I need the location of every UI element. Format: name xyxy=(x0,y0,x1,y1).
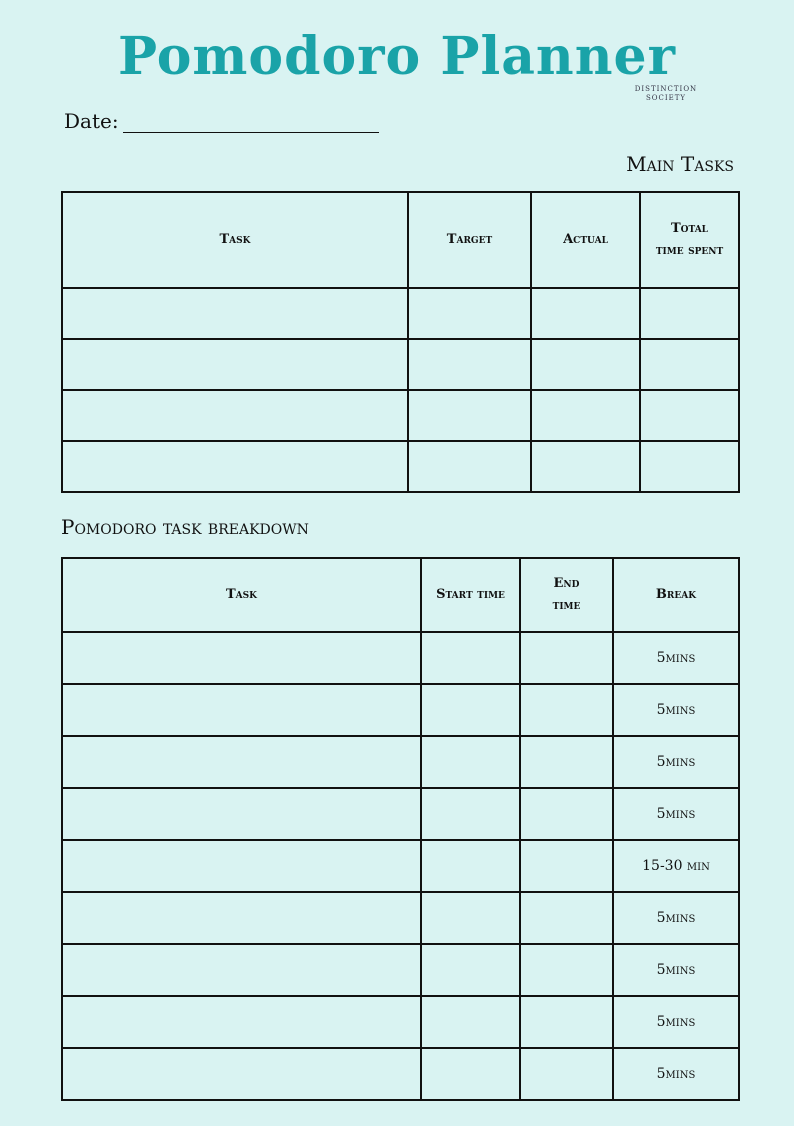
start-time-cell[interactable] xyxy=(421,736,520,788)
main-task-row xyxy=(62,288,739,339)
breakdown-row xyxy=(62,632,739,684)
header-actual: Actual xyxy=(531,192,640,288)
main-task-row xyxy=(62,390,739,441)
total-time-cell[interactable] xyxy=(640,441,739,492)
header-task: Task xyxy=(62,192,408,288)
break-cell: 5mins xyxy=(613,632,739,684)
end-time-cell[interactable] xyxy=(520,788,613,840)
planner-title: Pomodoro Planner xyxy=(118,26,676,87)
target-cell[interactable] xyxy=(408,441,531,492)
breakdown-row xyxy=(62,684,739,736)
break-cell: 5mins xyxy=(613,1048,739,1100)
total-time-cell[interactable] xyxy=(640,339,739,390)
break-cell: 5mins xyxy=(613,996,739,1048)
break-cell: 5mins xyxy=(613,892,739,944)
breakdown-table xyxy=(61,557,740,1101)
break-cell: 5mins xyxy=(613,736,739,788)
date-field[interactable] xyxy=(123,106,379,133)
task-cell[interactable] xyxy=(62,288,408,339)
breakdown-row xyxy=(62,996,739,1048)
start-time-cell[interactable] xyxy=(421,944,520,996)
end-time-cell[interactable] xyxy=(520,892,613,944)
main-tasks-title: Main Tasks xyxy=(626,152,734,176)
actual-cell[interactable] xyxy=(531,288,640,339)
task-cell[interactable] xyxy=(62,684,421,736)
end-time-cell[interactable] xyxy=(520,632,613,684)
end-time-cell[interactable] xyxy=(520,996,613,1048)
actual-cell[interactable] xyxy=(531,390,640,441)
end-time-cell[interactable] xyxy=(520,1048,613,1100)
task-cell[interactable] xyxy=(62,788,421,840)
actual-cell[interactable] xyxy=(531,441,640,492)
start-time-cell[interactable] xyxy=(421,684,520,736)
header-total-time: Total time spent xyxy=(640,192,739,288)
task-cell[interactable] xyxy=(62,996,421,1048)
brand-line-2: SOCIETY xyxy=(645,94,687,102)
task-cell[interactable] xyxy=(62,1048,421,1100)
task-cell[interactable] xyxy=(62,840,421,892)
date-row xyxy=(64,106,379,133)
date-label: Date: xyxy=(64,109,119,133)
target-cell[interactable] xyxy=(408,339,531,390)
start-time-cell[interactable] xyxy=(421,996,520,1048)
total-time-cell[interactable] xyxy=(640,288,739,339)
actual-cell[interactable] xyxy=(531,339,640,390)
task-cell[interactable] xyxy=(62,892,421,944)
breakdown-row xyxy=(62,944,739,996)
task-cell[interactable] xyxy=(62,441,408,492)
header-end-time: End time xyxy=(520,558,613,632)
breakdown-row xyxy=(62,892,739,944)
main-tasks-header-row xyxy=(62,192,739,288)
header-task: Task xyxy=(62,558,421,632)
header-break: Break xyxy=(613,558,739,632)
end-time-cell[interactable] xyxy=(520,840,613,892)
break-cell: 5mins xyxy=(613,944,739,996)
task-cell[interactable] xyxy=(62,736,421,788)
break-cell: 15-30 min xyxy=(613,840,739,892)
task-cell[interactable] xyxy=(62,390,408,441)
main-tasks-table xyxy=(61,191,740,493)
end-time-cell[interactable] xyxy=(520,736,613,788)
breakdown-header-row xyxy=(62,558,739,632)
end-time-cell[interactable] xyxy=(520,944,613,996)
start-time-cell[interactable] xyxy=(421,892,520,944)
task-cell[interactable] xyxy=(62,632,421,684)
main-task-row xyxy=(62,339,739,390)
header-target: Target xyxy=(408,192,531,288)
target-cell[interactable] xyxy=(408,390,531,441)
end-time-cell[interactable] xyxy=(520,684,613,736)
breakdown-row xyxy=(62,1048,739,1100)
header-start-time: Start time xyxy=(421,558,520,632)
break-cell: 5mins xyxy=(613,788,739,840)
brand-logo xyxy=(626,85,706,103)
breakdown-row xyxy=(62,840,739,892)
start-time-cell[interactable] xyxy=(421,788,520,840)
start-time-cell[interactable] xyxy=(421,1048,520,1100)
main-task-row xyxy=(62,441,739,492)
start-time-cell[interactable] xyxy=(421,840,520,892)
brand-line-1: DISTINCTION xyxy=(634,85,698,93)
target-cell[interactable] xyxy=(408,288,531,339)
break-cell: 5mins xyxy=(613,684,739,736)
breakdown-row xyxy=(62,736,739,788)
task-cell[interactable] xyxy=(62,339,408,390)
start-time-cell[interactable] xyxy=(421,632,520,684)
total-time-cell[interactable] xyxy=(640,390,739,441)
task-cell[interactable] xyxy=(62,944,421,996)
breakdown-title: Pomodoro task breakdown xyxy=(61,515,309,539)
breakdown-row xyxy=(62,788,739,840)
